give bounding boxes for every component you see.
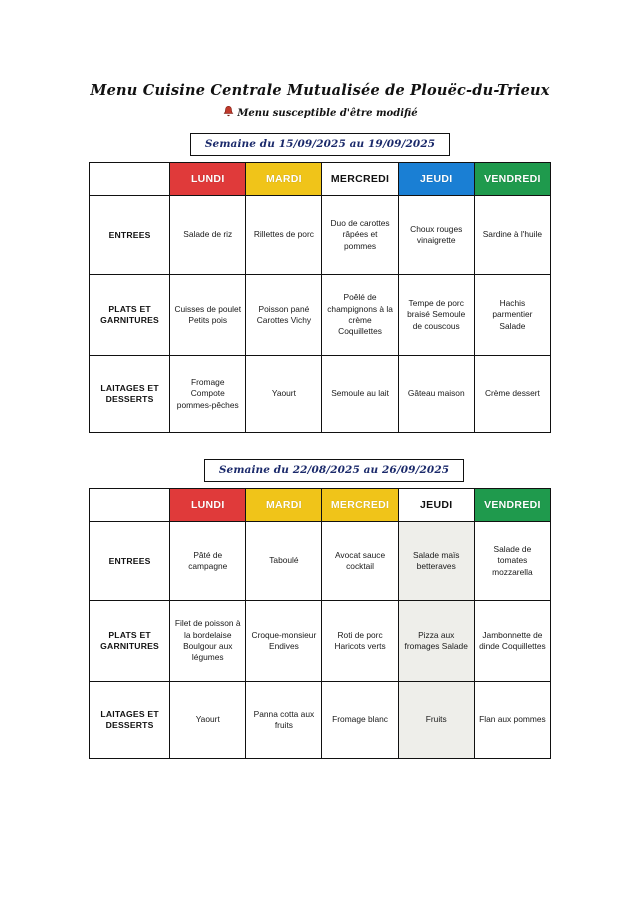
week-2-band [0,459,640,482]
cell-w2-desserts-mercredi: Fromage blanc [322,682,398,759]
day-header-vendredi: VENDREDI [474,489,550,522]
day-header-mercredi: MERCREDI [322,163,398,196]
row-header-entrees: ENTREES [90,196,170,275]
cell-w2-entrees-vendredi: Salade de tomates mozzarella [474,522,550,601]
section-divider [0,433,640,445]
table-corner [90,489,170,522]
cell-w1-plats-mercredi: Poêlé de champignons à la crème Coquillettes [322,275,398,356]
cell-w2-desserts-vendredi: Flan aux pommes [474,682,550,759]
menu-table-week-1 [89,162,551,433]
cell-w2-plats-jeudi: Pizza aux fromages Salade [398,601,474,682]
table-header-row [90,489,551,522]
cell-w2-entrees-mercredi: Avocat sauce cocktail [322,522,398,601]
day-header-jeudi: JEUDI [398,489,474,522]
cell-w1-plats-vendredi: Hachis parmentier Salade [474,275,550,356]
cell-w1-entrees-lundi: Salade de riz [170,196,246,275]
day-header-lundi: LUNDI [170,163,246,196]
row-header-entrees: ENTREES [90,522,170,601]
cell-w2-entrees-lundi: Pâté de campagne [170,522,246,601]
page-title: Menu Cuisine Centrale Mutualisée de Plouëc-du-Trieux [90,82,550,99]
day-header-vendredi: VENDREDI [474,163,550,196]
table-row [90,356,551,433]
cell-w2-desserts-mardi: Panna cotta aux fruits [246,682,322,759]
cell-w1-plats-jeudi: Tempe de porc braisé Semoule de couscous [398,275,474,356]
cell-w2-entrees-jeudi: Salade maïs betteraves [398,522,474,601]
cell-w1-entrees-vendredi: Sardine à l'huile [474,196,550,275]
cell-w1-entrees-mardi: Rillettes de porc [246,196,322,275]
cell-w1-desserts-mercredi: Semoule au lait [322,356,398,433]
day-header-jeudi: JEUDI [398,163,474,196]
cell-w1-entrees-jeudi: Choux rouges vinaigrette [398,196,474,275]
week-2-label: Semaine du 22/08/2025 au 26/09/2025 [204,459,464,482]
day-header-lundi: LUNDI [170,489,246,522]
cell-w2-desserts-lundi: Yaourt [170,682,246,759]
cell-w2-plats-vendredi: Jambonnette de dinde Coquillettes [474,601,550,682]
bell-icon [222,105,235,118]
cell-w2-plats-mardi: Croque-monsieur Endives [246,601,322,682]
menu-table-week-2 [89,488,551,759]
table-header-row [90,163,551,196]
cell-w1-plats-mardi: Poisson pané Carottes Vichy [246,275,322,356]
cell-w1-desserts-jeudi: Gâteau maison [398,356,474,433]
cell-w2-entrees-mardi: Taboulé [246,522,322,601]
page-subtitle [0,105,640,119]
cell-w2-plats-lundi: Filet de poisson à la bordelaise Boulgour aux légumes [170,601,246,682]
table-row [90,601,551,682]
table-row [90,522,551,601]
table-row [90,196,551,275]
table-row [90,275,551,356]
cell-w1-desserts-vendredi: Crème dessert [474,356,550,433]
cell-w1-plats-lundi: Cuisses de poulet Petits pois [170,275,246,356]
row-header-plats: PLATS ET GARNITURES [90,275,170,356]
row-header-desserts: LAITAGES ET DESSERTS [90,356,170,433]
row-header-desserts: LAITAGES ET DESSERTS [90,682,170,759]
row-header-plats: PLATS ET GARNITURES [90,601,170,682]
cell-w1-entrees-mercredi: Duo de carottes râpées et pommes [322,196,398,275]
cell-w2-desserts-jeudi: Fruits [398,682,474,759]
day-header-mardi: MARDI [246,163,322,196]
table-corner [90,163,170,196]
week-1-label: Semaine du 15/09/2025 au 19/09/2025 [190,133,450,156]
cell-w1-desserts-lundi: Fromage Compote pommes-pêches [170,356,246,433]
table-row [90,682,551,759]
day-header-mercredi: MERCREDI [322,489,398,522]
week-1-band [0,133,640,156]
subtitle-text: Menu susceptible d'être modifié [237,108,418,119]
cell-w2-plats-mercredi: Roti de porc Haricots verts [322,601,398,682]
day-header-mardi: MARDI [246,489,322,522]
cell-w1-desserts-mardi: Yaourt [246,356,322,433]
